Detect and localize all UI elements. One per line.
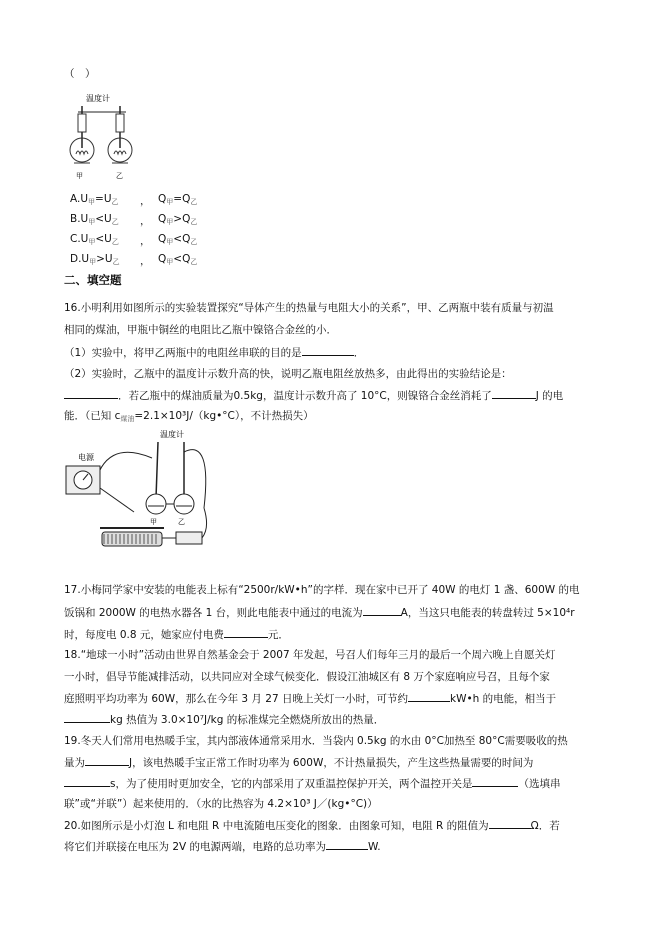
q18-blank-1[interactable]: [408, 690, 450, 702]
option-d[interactable]: $D.U_甲>U_乙$ ， $Q_甲<Q_乙$: [70, 253, 198, 267]
q17-line-3: 时，每度电 0.8 元，她家应付电费 元．: [64, 626, 289, 642]
q19-line-4: 联”或“并联”）起来使用的．（水的比热容为 4.2×10³ J／(kg•°C)）: [64, 798, 378, 810]
q16-thermometer-label: 温度计: [160, 430, 184, 439]
q16-line-4: （2）实验时，乙瓶中的温度计示数升高的快，说明乙瓶电阻丝放热多，由此得出的实验结论是：: [64, 368, 512, 380]
q16-line-6: 能．（已知 $c_{煤油}=2.1\times 10^3J/(kg•^\circ C)$，不计热损失）: [64, 410, 314, 423]
q20-line-2: 将它们并联接在电压为 2V 的电源两端，电路的总功率为 W.: [64, 838, 381, 854]
q15-flasks-figure: [64, 92, 144, 184]
q16-blank-2[interactable]: [64, 387, 118, 399]
q18-line-1: 18.“地球一小时”活动由世界自然基金会于 2007 年发起，号召人们每年三月的最后一个周六晚上自愿关灯: [64, 649, 556, 661]
q19-line-2: 量为 J，该电热暖手宝正常工作时功率为 600W，不计热量损失，产生这些热量需要的时间为: [64, 754, 533, 770]
q16-circuit-figure: [64, 428, 214, 564]
q16-line-2: 相同的煤油，甲瓶中铜丝的电阻比乙瓶中镍铬合金丝的小．: [64, 324, 337, 336]
q16-yi-label: 乙: [178, 518, 185, 526]
q16-jia-label: 甲: [150, 518, 157, 526]
answer-parenthesis: （ ）: [64, 68, 96, 80]
q18-line-3: 庭照明平均功率为 60W，那么在今年 3 月 27 日晚上关灯一小时，可节约 kW•h 的电能，相当于: [64, 690, 556, 706]
q16-blank-3[interactable]: [492, 387, 536, 399]
q15-jia-label: 甲: [76, 172, 83, 180]
q20-blank-2[interactable]: [326, 838, 368, 850]
q17-blank-1[interactable]: [363, 604, 401, 616]
q19-blank-1[interactable]: [85, 754, 129, 766]
q20-line-1: 20.如图所示是小灯泡 L 和电阻 R 中电流随电压变化的图象．由图象可知，电阻 R 的阻值为 Ω．若: [64, 817, 560, 833]
q15-thermometer-label: 温度计: [86, 94, 110, 103]
q18-blank-2[interactable]: [64, 711, 110, 723]
q16-line-3: （1）实验中，将甲乙两瓶中的电阻丝串联的目的是 ．: [64, 344, 364, 360]
q19-blank-3[interactable]: [472, 775, 518, 787]
q16-line-1: 16.小明利用如图所示的实验装置探究“导体产生的热量与电阻大小的关系”，甲、乙两瓶中装有质量与初温: [64, 302, 554, 314]
q19-line-1: 19.冬天人们常用电热暖手宝，其内部液体通常采用水．当袋内 0.5kg 的水由 0°C加热至 80°C需要吸收的热: [64, 735, 568, 747]
q17-blank-2[interactable]: [224, 626, 268, 638]
q17-line-2: 饭锅和 2000W 的电热水器各 1 台，则此电能表中通过的电流为 A，当这只电能表的转盘转过 5×10⁴r: [64, 604, 575, 620]
q16-blank-1[interactable]: [302, 344, 354, 356]
option-a[interactable]: $A.U_甲=U_乙$ ， $Q_甲=Q_乙$: [70, 193, 198, 207]
option-c[interactable]: $C.U_甲<U_乙$ ， $Q_甲<Q_乙$: [70, 233, 198, 247]
option-b[interactable]: $B.U_甲<U_乙$ ， $Q_甲>Q_乙$: [70, 213, 198, 227]
q18-line-4: kg 热值为 3.0×10⁷J/kg 的标准煤完全燃烧所放出的热量．: [64, 711, 384, 727]
q20-blank-1[interactable]: [489, 817, 531, 829]
q16-line-5: ．若乙瓶中的煤油质量为0.5kg，温度计示数升高了 10°C，则镍铬合金丝消耗了 J 的电: [64, 387, 563, 403]
q15-yi-label: 乙: [116, 172, 123, 180]
section-title: 二、填空题: [64, 273, 122, 287]
q16-power-label: 电源: [78, 453, 94, 462]
q18-line-2: 一小时，倡导节能减排活动，以共同应对全球气候变化．假设江油城区有 8 万个家庭响应号召，且每个家: [64, 671, 550, 683]
q19-blank-2[interactable]: [64, 775, 110, 787]
q19-line-3: s，为了使用时更加安全，它的内部采用了双重温控保护开关，两个温控开关是 （选填串: [64, 775, 560, 791]
q17-line-1: 17.小梅同学家中安装的电能表上标有“2500r/kW•h”的字样．现在家中已开了 40W 的电灯 1 盏、600W 的电: [64, 584, 580, 596]
